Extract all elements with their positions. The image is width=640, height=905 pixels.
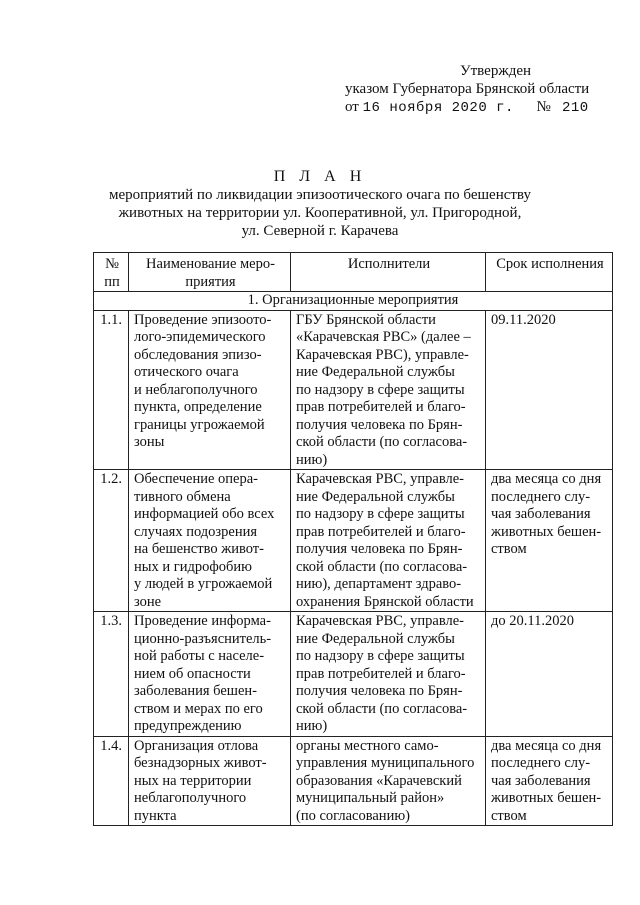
row-deadline: 09.11.2020 [486, 310, 613, 470]
row-executors: органы местного само- управления муниципального образования «Карачевский муниципальный район» (по согласованию) [291, 736, 486, 826]
row-executors: ГБУ Брянской области «Карачевская РВС» (далее – Карачевская РВС), управле- ние Федеральной службы по надзору в сфере защиты прав потребителей и благо- получия человека по Брян- ской области (по согласова- нию) [291, 310, 486, 470]
row-name: Проведение информа- ционно-разъяснитель- ной работы с населе- нием об опасности заболевания бешен- ством и мерах по его предупреждению [129, 612, 291, 737]
row-name: Организация отлова безнадзорных живот- ных на территории неблагополучного пункта [129, 736, 291, 826]
row-deadline: два месяца со дня последнего слу- чая заболевания животных бешен- ством [486, 736, 613, 826]
row-executors: Карачевская РВС, управле- ние Федеральной службы по надзору в сфере защиты прав потребителей и благо- получия человека по Брян- ской области (по согласова- нию), департамент здраво- охранения Брянской области [291, 470, 486, 612]
table-row [94, 612, 613, 737]
approval-block [345, 62, 605, 117]
row-name: Проведение эпизоото- лого-эпидемического обследования эпизо- отического очага и неблагополучного пункта, определение границы угрожаемой зоны [129, 310, 291, 470]
row-num: 1.3. [94, 612, 129, 737]
section-title: 1. Организационные мероприятия [94, 292, 613, 311]
row-num: 1.2. [94, 470, 129, 612]
col-header-num: № пп [94, 253, 129, 292]
plan-table [93, 252, 613, 826]
col-header-deadline: Срок исполнения [486, 253, 613, 292]
page-subtitle: мероприятий по ликвидации эпизоотического очага по бешенству животных на территории ул. Кооперативной, ул. Пригородной, ул. Северной г. Карачева [108, 187, 532, 239]
table-row [94, 470, 613, 612]
section-row [94, 292, 613, 311]
approval-date: 16 ноября 2020 г. [362, 100, 514, 116]
table-header-row [94, 253, 613, 292]
row-num: 1.4. [94, 736, 129, 826]
table-row [94, 310, 613, 470]
row-deadline: два месяца со дня последнего слу- чая заболевания животных бешен- ством [486, 470, 613, 612]
approval-title: Утвержден [460, 63, 532, 79]
approval-authority: указом Губернатора Брянской области [345, 81, 590, 97]
col-header-executors: Исполнители [291, 253, 486, 292]
row-num: 1.1. [94, 310, 129, 470]
row-executors: Карачевская РВС, управле- ние Федеральной службы по надзору в сфере защиты прав потребителей и благо- получия человека по Брян- ской области (по согласова- нию) [291, 612, 486, 737]
approval-date-line [345, 98, 605, 117]
date-prefix: от [345, 99, 359, 115]
number-prefix: № [536, 99, 551, 115]
row-name: Обеспечение опера- тивного обмена информацией обо всех случаях подозрения на бешенство живот- ных и гидрофобию у людей в угрожаемой зоне [129, 470, 291, 612]
page-title: П Л А Н [273, 168, 367, 185]
col-header-name: Наименование меро- приятия [129, 253, 291, 292]
approval-number: 210 [562, 100, 589, 116]
row-deadline: до 20.11.2020 [486, 612, 613, 737]
table-row [94, 736, 613, 826]
